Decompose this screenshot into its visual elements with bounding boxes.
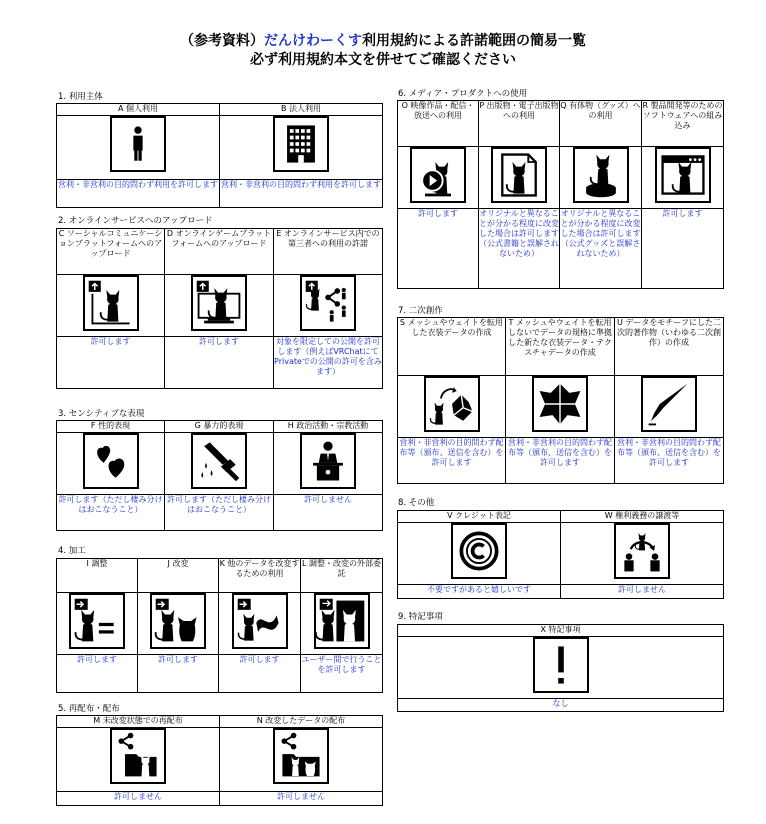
item-x-note: なし: [398, 699, 724, 712]
item-w-header: W 権利義務の譲渡等: [561, 511, 724, 523]
item-r-note: 許可します: [642, 209, 724, 289]
item-q-note: オリジナルと異なることが分かる程度に改変した場合は許可します（公式グッズと誤解されないため）: [560, 209, 642, 289]
item-o-note: 許可します: [398, 209, 479, 289]
item-w-note: 許可しません: [561, 585, 724, 599]
section-6-label: 6. メディア・プロダクトへの使用: [398, 89, 528, 99]
item-u-header: U データをモチーフにした二次的著作物（いわゆる二次創作）の作成: [615, 318, 724, 376]
game-upload-icon: [191, 275, 247, 331]
item-c-note: 許可します: [57, 337, 165, 389]
use-for-other-icon: [232, 593, 288, 649]
hearts-icon: [83, 433, 139, 489]
item-u-note: 営利・非営利の目的問わず配布等（頒布、送信を含む）を許可します: [615, 438, 724, 484]
section-1-label: 1. 利用主体: [58, 92, 103, 102]
item-r-header: R 製品開発等のためのソフトウェアへの組み込み: [642, 101, 724, 147]
item-a-note: 営利・非営利の目的問わず利用を許可します: [57, 180, 220, 208]
outsourcing-icon: [314, 593, 370, 649]
podium-icon: [300, 433, 356, 489]
knife-icon: [191, 433, 247, 489]
item-t-note: 営利・非営利の目的問わず配布等（頒布、送信を含む）を許可します: [506, 438, 615, 484]
item-n-note: 許可しません: [220, 792, 383, 806]
item-k-header: K 他のデータを改変するための利用: [219, 559, 301, 593]
item-m-note: 許可しません: [57, 792, 220, 806]
item-l-header: L 調整・改変の外部委託: [301, 559, 383, 593]
section-2-label: 2. オンラインサービスへのアップロード: [58, 216, 213, 226]
section-4-table: [56, 558, 383, 693]
item-m-header: M 未改変状態での再配布: [57, 716, 220, 728]
social-upload-icon: [83, 275, 139, 331]
building-icon: [273, 116, 329, 172]
section-2-table: [56, 228, 383, 389]
item-e-note: 対象を限定しての公開を許可します（例えばVRChatにてPrivateでの公開の許可を含みます）: [274, 337, 383, 389]
item-l-note: ユーザー間で行うことを許可します: [301, 655, 383, 693]
item-h-note: 許可しません: [274, 495, 383, 531]
video-icon: [410, 147, 466, 203]
copyright-icon: [451, 523, 507, 579]
modify-icon: [150, 593, 206, 649]
item-t-header: T メッシュやウェイトを転用しないでデータの規格に準拠した新たな衣装データ・テクスチャデータの作成: [506, 318, 615, 376]
section-9-label: 9. 特記事項: [398, 612, 443, 622]
section-8-label: 8. その他: [398, 498, 435, 508]
item-a-header: A 個人利用: [57, 104, 220, 116]
section-4-label: 4. 加工: [58, 546, 86, 556]
item-f-note: 許可します（ただし棲み分けはおこなうこと）: [57, 495, 165, 531]
exclamation-icon: [533, 637, 589, 693]
transfer-rights-icon: [614, 523, 670, 579]
section-5-table: [56, 715, 383, 806]
item-x-header: X 特記事項: [398, 625, 724, 637]
goods-icon: [573, 147, 629, 203]
section-3-label: 3. センシティブな表現: [58, 409, 145, 419]
mesh-transfer-icon: [424, 376, 480, 432]
item-b-header: B 法人利用: [220, 104, 383, 116]
section-9-table: [397, 624, 724, 712]
item-d-header: D オンラインゲームプラットフォームへのアップロード: [165, 229, 274, 275]
page-subtitle: 必ず利用規約本文を併せてご確認ください: [250, 52, 516, 68]
item-p-header: P 出版物・電子出版物への利用: [479, 101, 560, 147]
section-8-table: [397, 510, 724, 599]
item-e-header: E オンラインサービス内での第三者への利用の許諾: [274, 229, 383, 275]
page-title: （参考資料）だんけわーくす利用規約による許諾範囲の簡易一覧: [180, 33, 586, 49]
item-j-header: J 改変: [138, 559, 219, 593]
publication-icon: [491, 147, 547, 203]
item-h-header: H 政治活動・宗教活動: [274, 421, 383, 433]
item-c-header: C ソーシャルコミュニケーションプラットフォームへのアップロード: [57, 229, 165, 275]
new-outfit-icon: [532, 376, 588, 432]
person-icon: [110, 116, 166, 172]
section-1-table: [56, 103, 383, 208]
item-q-header: Q 有体物（グッズ）への利用: [560, 101, 642, 147]
section-3-table: [56, 420, 383, 531]
section-7-table: [397, 317, 724, 484]
item-v-note: 不要ですがあると嬉しいです: [398, 585, 561, 599]
item-k-note: 許可します: [219, 655, 301, 693]
share-third-party-icon: [300, 275, 356, 331]
redistribute-icon: [110, 728, 166, 784]
adjust-icon: [69, 593, 125, 649]
item-d-note: 許可します: [165, 337, 274, 389]
section-5-label: 5. 再配布・配布: [58, 704, 120, 714]
item-n-header: N 改変したデータの配布: [220, 716, 383, 728]
item-s-header: S メッシュやウェイトを転用した衣装データの作成: [398, 318, 506, 376]
item-g-header: G 暴力的表現: [165, 421, 274, 433]
item-i-header: I 調整: [57, 559, 138, 593]
item-v-header: V クレジット表記: [398, 511, 561, 523]
distribute-modified-icon: [273, 728, 329, 784]
section-7-label: 7. 二次創作: [398, 306, 443, 316]
item-f-header: F 性的表現: [57, 421, 165, 433]
section-6-table: [397, 100, 724, 289]
item-g-note: 許可します（ただし棲み分けはおこなうこと）: [165, 495, 274, 531]
software-icon: [655, 147, 711, 203]
item-j-note: 許可します: [138, 655, 219, 693]
pen-icon: [641, 376, 697, 432]
item-p-note: オリジナルと異なることが分かる程度に改変した場合は許可します（公式書籍と誤解されないため）: [479, 209, 560, 289]
item-s-note: 営利・非営利の目的問わず配布等（頒布、送信を含む）を許可します: [398, 438, 506, 484]
item-o-header: O 映像作品・配信・放送への利用: [398, 101, 479, 147]
item-b-note: 営利・非営利の目的問わず利用を許可します: [220, 180, 383, 208]
item-i-note: 許可します: [57, 655, 138, 693]
